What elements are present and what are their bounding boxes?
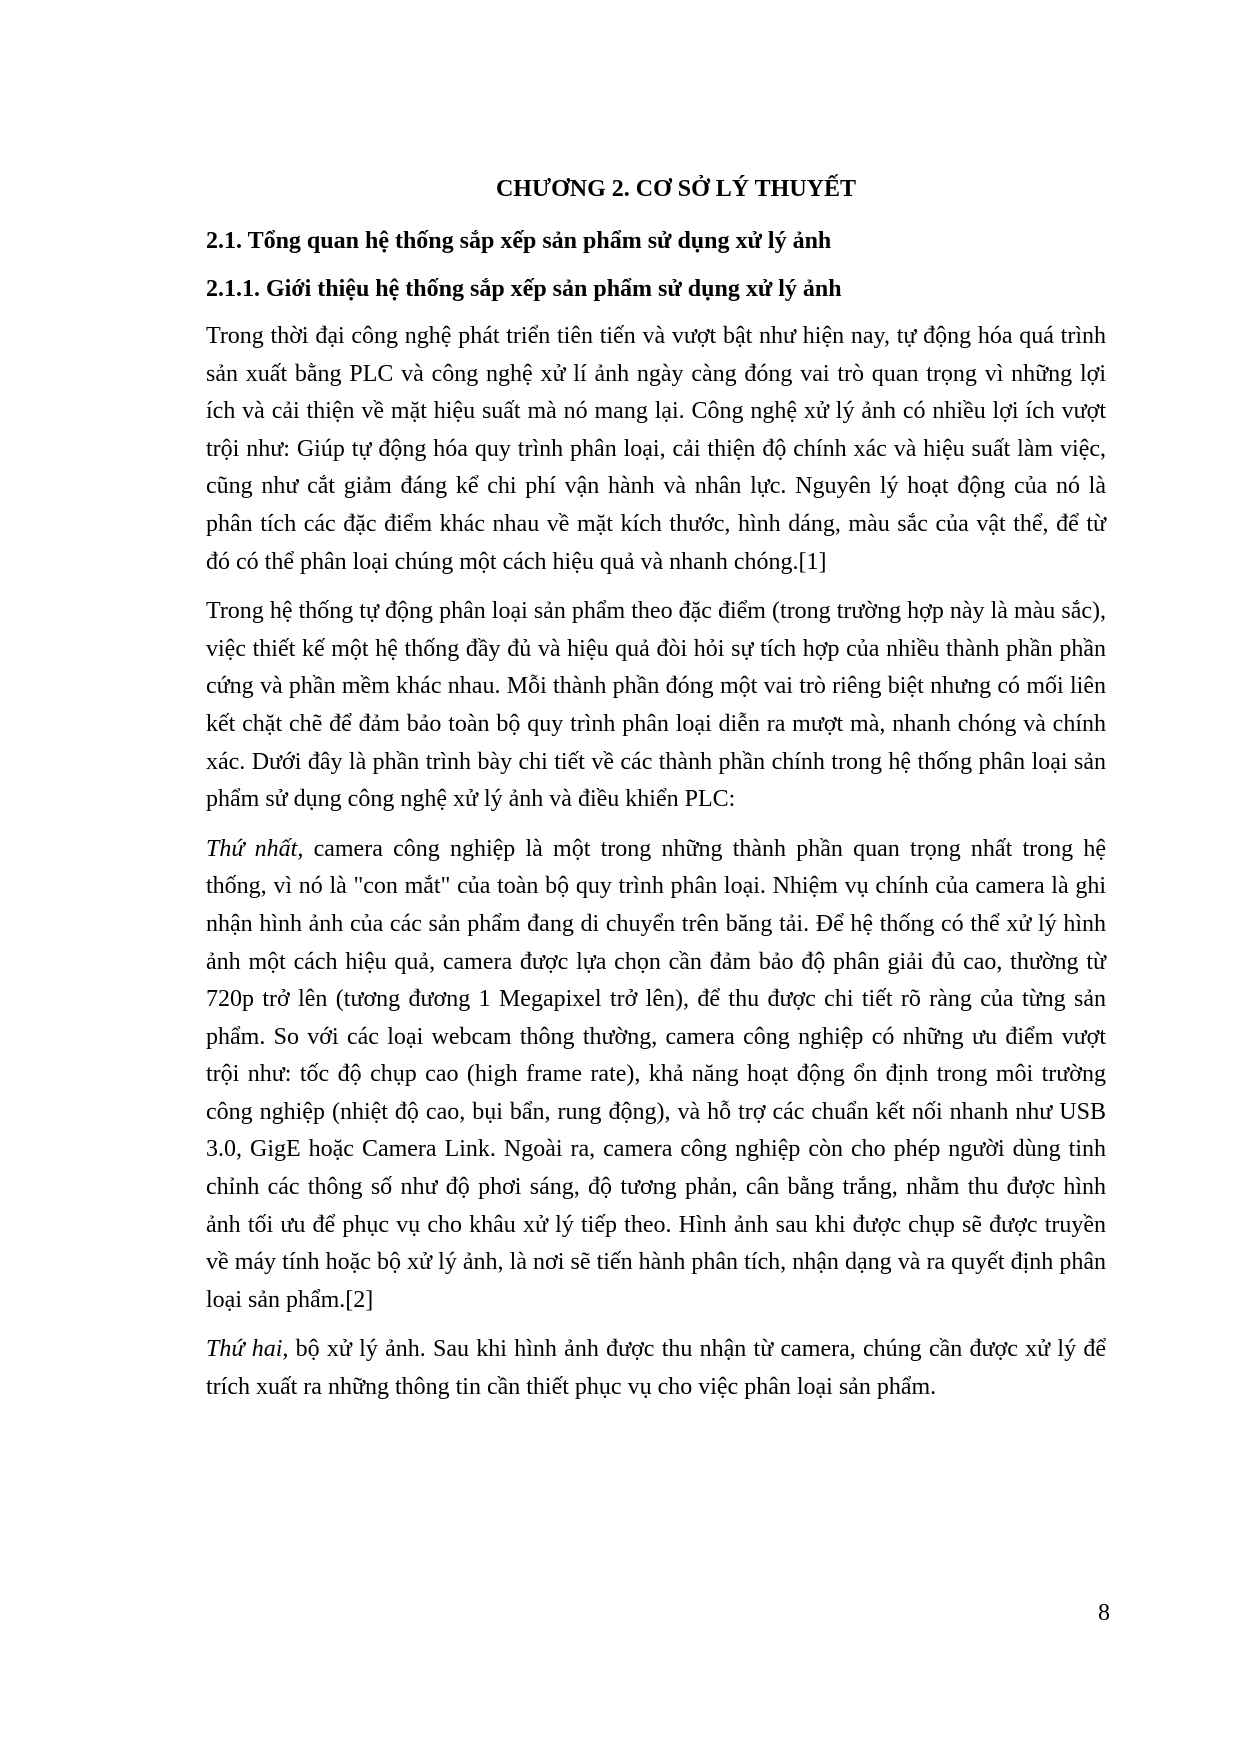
paragraph-camera-body: camera công nghiệp là một trong những thành phần quan trọng nhất trong hệ thống, vì nó là "con mắt" của toàn bộ quy trình phân loại. Nhiệm vụ chính của camera là ghi nhận hình ảnh của các sản phẩm đang di chuyển trên băng tải. Để hệ thống có thể xử lý hình ảnh một cách hiệu quả, camera được lựa chọn cần đảm bảo độ phân giải đủ cao, thường từ 720p trở lên (tương đương 1 Megapixel trở lên), để thu được chi tiết rõ ràng của từng sản phẩm. So với các loại webcam thông thường, camera công nghiệp có những ưu điểm vượt trội như: tốc độ chụp cao (high frame rate), khả năng hoạt động ổn định trong môi trường công nghiệp (nhiệt độ cao, bụi bẩn, rung động), và hỗ trợ các chuẩn kết nối nhanh như USB 3.0, GigE hoặc Camera Link. Ngoài ra, camera công nghiệp còn cho phép người dùng tinh chỉnh các thông số như độ phơi sáng, độ tương phản, cân bằng trắng, nhằm thu được hình ảnh tối ưu để phục vụ cho khâu xử lý tiếp theo. Hình ảnh sau khi được chụp sẽ được truyền về máy tính hoặc bộ xử lý ảnh, là nơi sẽ tiến hành phân tích, nhận dạng và ra quyết định phân loại sản phẩm.[2] — [206, 835, 1107, 1313]
chapter-title: CHƯƠNG 2. CƠ SỞ LÝ THUYẾT — [495, 176, 857, 202]
paragraph-camera-lead: Thứ nhất, — [206, 835, 304, 862]
paragraph-processor-lead: Thứ hai, — [206, 1336, 289, 1363]
page-content — [206, 170, 1106, 1419]
paragraph-processor-body: bộ xử lý ảnh. Sau khi hình ảnh được thu nhận từ camera, chúng cần được xử lý để trích xuất ra những thông tin cần thiết phục vụ cho việc phân loại sản phẩm. — [206, 1336, 1106, 1401]
paragraph-intro: Trong thời đại công nghệ phát triển tiên tiến và vượt bật như hiện nay, tự động hóa quá trình sản xuất bằng PLC và công nghệ xử lí ảnh ngày càng đóng vai trò quan trọng vì những lợi ích và cải thiện về mặt hiệu suất mà nó mang lại. Công nghệ xử lý ảnh có nhiều lợi ích vượt trội như: Giúp tự động hóa quy trình phân loại, cải thiện độ chính xác và hiệu suất làm việc, cũng như cắt giảm đáng kể chi phí vận hành và nhân lực. Nguyên lý hoạt động của nó là phân tích các đặc điểm khác nhau về mặt kích thước, hình dáng, màu sắc của vật thể, để từ đó có thể phân loại chúng một cách hiệu quả và nhanh chóng.[1] — [206, 323, 1106, 575]
subsection-heading: 2.1.1. Giới thiệu hệ thống sắp xếp sản phẩm sử dụng xử lý ảnh — [206, 276, 842, 302]
paragraph-camera — [206, 831, 1106, 1320]
section-heading: 2.1. Tổng quan hệ thống sắp xếp sản phẩm sử dụng xử lý ảnh — [206, 228, 832, 254]
paragraph-components: Trong hệ thống tự động phân loại sản phẩm theo đặc điểm (trong trường hợp này là màu sắc), việc thiết kế một hệ thống đầy đủ và hiệu quả đòi hỏi sự tích hợp của nhiều thành phần phần cứng và phần mềm khác nhau. Mỗi thành phần đóng một vai trò riêng biệt nhưng có mối liên kết chặt chẽ để đảm bảo toàn bộ quy trình phân loại diễn ra mượt mà, nhanh chóng và chính xác. Dưới đây là phần trình bày chi tiết về các thành phần chính trong hệ thống phân loại sản phẩm sử dụng công nghệ xử lý ảnh và điều khiển PLC: — [206, 598, 1106, 813]
page-number: 8 — [1098, 1600, 1110, 1626]
paragraph-processor — [206, 1331, 1106, 1406]
